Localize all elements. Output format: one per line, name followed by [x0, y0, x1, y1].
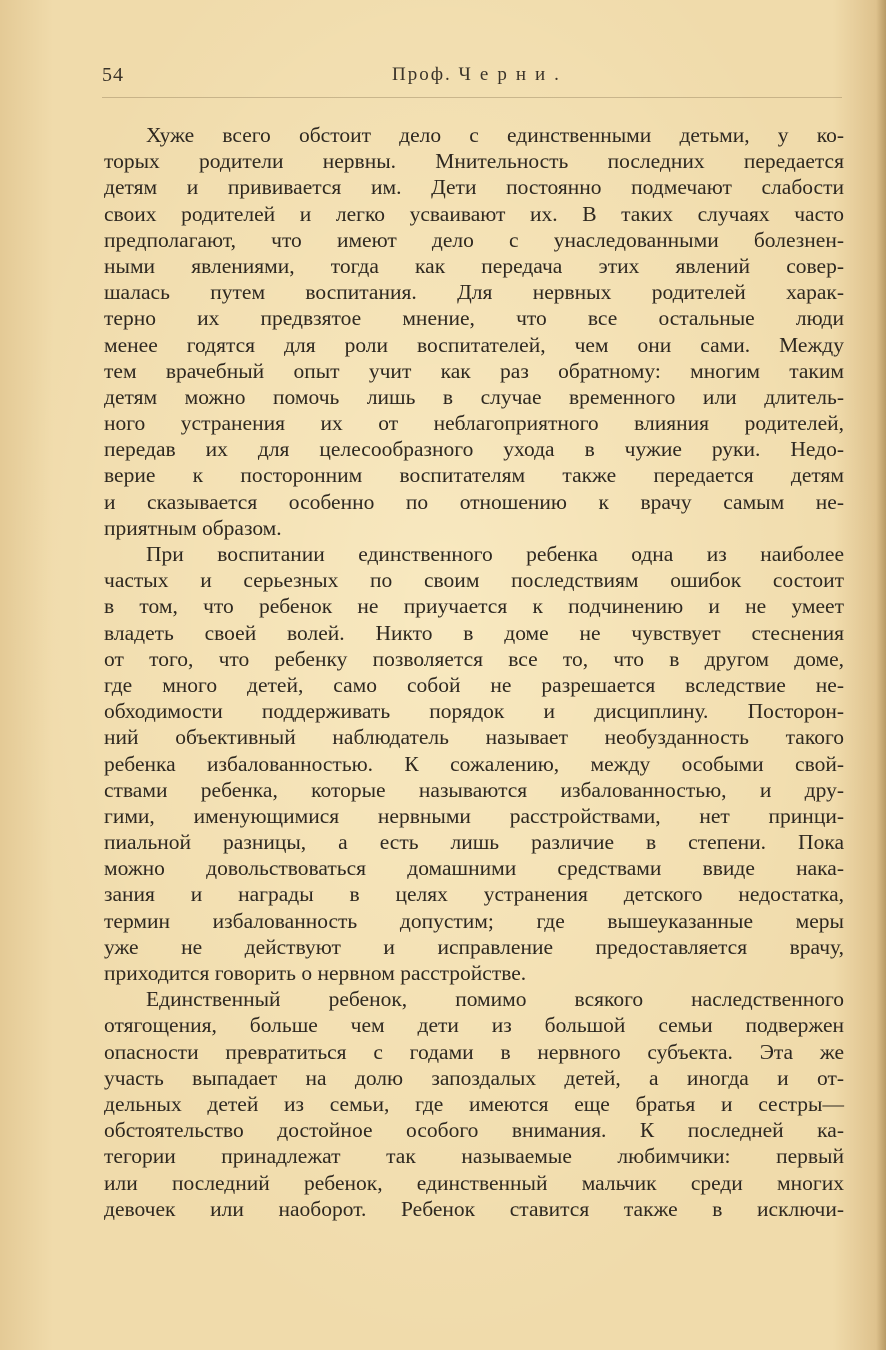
text-line: термин избалованность допустим; где вышеуказанные меры: [104, 908, 844, 933]
text-line: от того, что ребенку позволяется все то, что в другом доме,: [104, 646, 844, 671]
text-line: зания и награды в целях устранения детского недостатка,: [104, 882, 844, 907]
text-line: участь выпадает на долю запоздалых детей, а иногда и от-: [104, 1065, 844, 1090]
running-head: [392, 64, 568, 86]
text-line: ствами ребенка, которые называются избалованностью, и дру-: [104, 777, 844, 802]
text-line: ного устранения их от неблагоприятного влияния родителей,: [104, 411, 844, 436]
text-line: шалась путем воспитания. Для нервных родителей харак-: [104, 280, 844, 305]
body-text: [104, 122, 844, 1222]
text-line: терно их предвзятое мнение, что все остальные люди: [104, 306, 844, 331]
text-line: Хуже всего обстоит дело с единственными детьми, у ко-: [146, 123, 844, 147]
text-line: верие к посторонним воспитателям также передается детям: [104, 463, 844, 488]
text-line: ребенка избалованностью. К сожалению, между особыми свой-: [104, 751, 844, 776]
text-line: При воспитании единственного ребенка одна из наиболее: [146, 542, 844, 566]
text-line: и сказывается особенно по отношению к врачу самым не-: [104, 489, 844, 514]
paragraph-single-child: [104, 986, 844, 1222]
text-line: обходимости поддерживать порядок и дисциплину. Посторон-: [104, 699, 844, 724]
page-number: 54: [102, 64, 124, 86]
text-line: ний объективный наблюдатель называет необузданность такого: [104, 725, 844, 750]
text-line: Единственный ребенок, помимо всякого наследственного: [146, 987, 844, 1012]
text-line: предполагают, что имеют дело с унаследованными болезнен-: [104, 227, 844, 252]
text-line: детям и прививается им. Дети постоянно подмечают слабости: [104, 175, 844, 200]
running-head-author: Черни.: [458, 64, 568, 85]
text-line: своих родителей и легко усваивают их. В таких случаях часто: [104, 201, 844, 226]
text-line: можно довольствоваться домашними средствами ввиде нака-: [104, 856, 844, 881]
text-line: тегории принадлежат так называемые любимчики: первый: [104, 1144, 844, 1169]
text-line: приходится говорить о нервном расстройстве.: [104, 961, 527, 985]
running-head-prefix: Проф.: [392, 64, 452, 85]
paragraph-upbringing: [104, 541, 844, 986]
text-line: обстоятельство достойное особого внимания. К последней ка-: [104, 1118, 844, 1143]
paragraph-only-children: [104, 122, 844, 541]
text-line: девочек или наоборот. Ребенок ставится также в исключи-: [104, 1196, 844, 1221]
text-line: детям можно помочь лишь в случае временного или длитель-: [104, 384, 844, 409]
text-line: менее годятся для роли воспитателей, чем они сами. Между: [104, 332, 844, 357]
text-line: в том, что ребенок не приучается к подчинению и не умеет: [104, 594, 844, 619]
text-line: тем врачебный опыт учит как раз обратному: многим таким: [104, 358, 844, 383]
text-line: уже не действуют и исправление предоставляется врачу,: [104, 934, 844, 959]
text-line: пиальной разницы, а есть лишь различие в степени. Пока: [104, 830, 844, 855]
page-header: [102, 64, 842, 100]
page-edge-shadow: [876, 0, 886, 1350]
text-line: где много детей, само собой не разрешается вследствие не-: [104, 672, 844, 697]
text-line: передав их для целесообразного ухода в чужие руки. Недо-: [104, 437, 844, 462]
text-line: частых и серьезных по своим последствиям ошибок состоит: [104, 568, 844, 593]
text-line: приятным образом.: [104, 515, 282, 540]
text-line: дельных детей из семьи, где имеются еще братья и сестры—: [104, 1091, 844, 1116]
text-line: гими, именующимися нервными расстройствами, нет принци-: [104, 803, 844, 828]
text-line: или последний ребенок, единственный мальчик среди многих: [104, 1170, 844, 1195]
text-line: ными явлениями, тогда как передача этих явлений совер-: [104, 253, 844, 278]
text-line: опасности превратиться с годами в нервного субъекта. Эта же: [104, 1039, 844, 1064]
text-line: отягощения, больше чем дети из большой семьи подвержен: [104, 1013, 844, 1038]
text-line: владеть своей волей. Никто в доме не чувствует стеснения: [104, 620, 844, 645]
header-rule: [102, 97, 842, 98]
text-line: торых родители нервны. Мнительность последних передается: [104, 149, 844, 174]
